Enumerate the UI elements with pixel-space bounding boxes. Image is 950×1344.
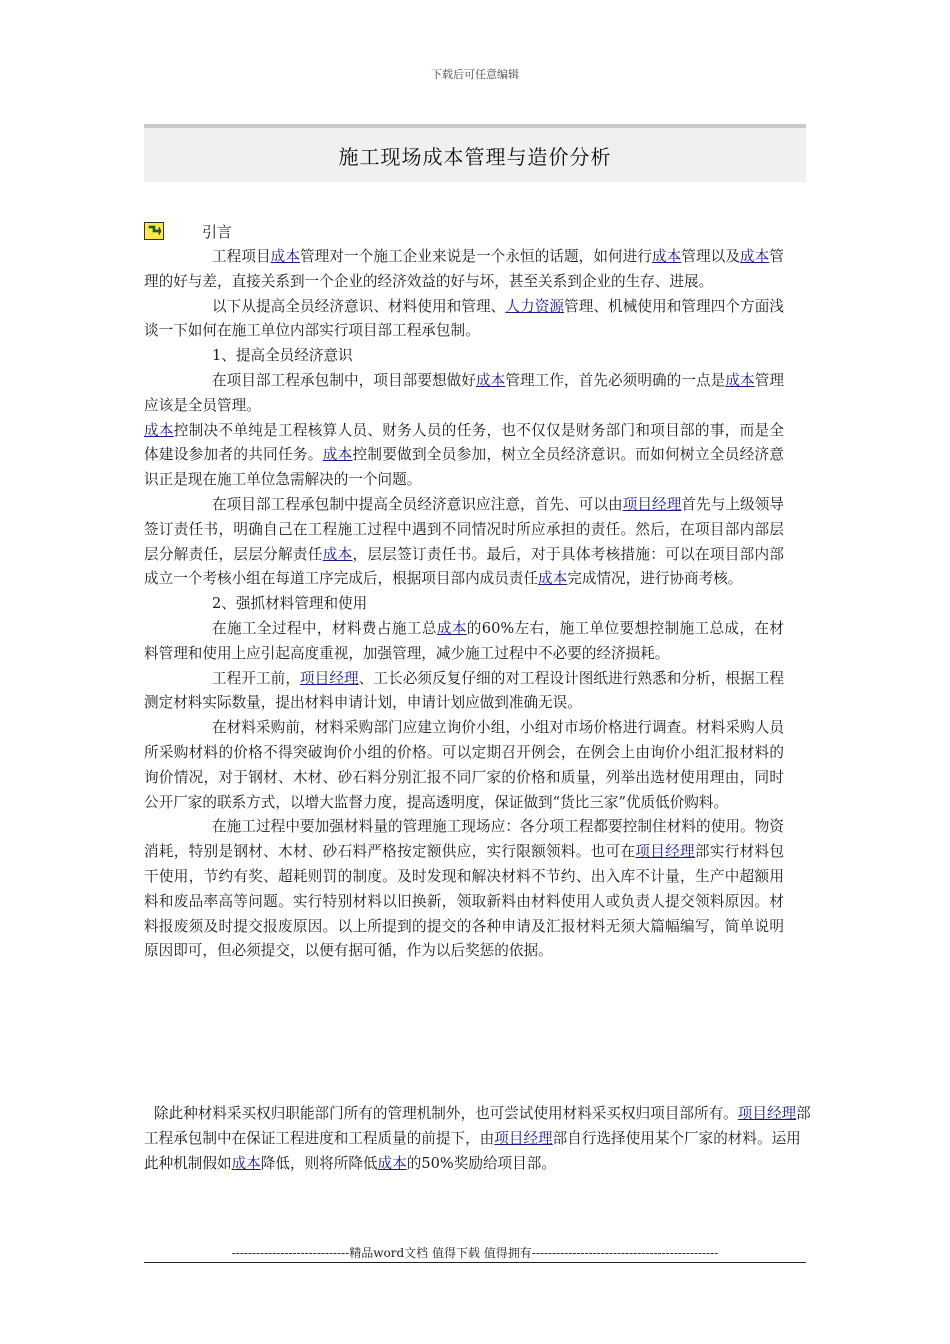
bullet-arrow-icon (144, 222, 164, 240)
text-run: 的60%左右，施工单位要想控制施工总成，在材料管理和使用上应引起高度重视，加强管理，减少施工过程中不必要的经济损耗。 (144, 619, 784, 662)
keyword-link[interactable]: 成本 (322, 545, 353, 563)
text-run: 除此种材料采买权归职能部门所有的管理机制外，也可尝试使用材料采买权归项目部所有。 (154, 1105, 738, 1122)
intro-label: 引言 (202, 222, 233, 241)
paragraph (144, 493, 784, 592)
text-run: 管理、机械使用和管理四个方面浅谈一下如何在施工单位内部实行项目部工程承包制。 (144, 297, 784, 340)
keyword-link[interactable]: 成本 (270, 248, 301, 265)
keyword-link[interactable]: 成本 (231, 1154, 261, 1172)
text-run: 在施工过程中要加强材料量的管理施工现场应：各分项工程都要控制住材料的使用。物资消耗，特别是钢材、木材、砂石料严格按定额供应，实行限额领料。也可在 (144, 818, 784, 861)
text-run: 管理工作，首先必须明确的一点是 (505, 371, 726, 389)
keyword-link[interactable]: 成本 (476, 371, 506, 389)
text-run: 完成情况，进行协商考核。 (567, 570, 743, 588)
keyword-link[interactable]: 成本 (322, 446, 353, 464)
text-run: 的50%奖励给项目部。 (406, 1154, 556, 1172)
text-run: 管理对一个施工企业来说是一个永恒的话题，如何进行 (300, 248, 652, 265)
keyword-link[interactable]: 成本 (377, 1154, 407, 1172)
closing-section (144, 1102, 812, 1176)
paragraph (144, 716, 784, 815)
closing-paragraph (144, 1102, 812, 1176)
text-run: 降低，则将所降低 (260, 1154, 378, 1172)
text-run: 在项目部工程承包制中提高全员经济意识应注意，首先、可以由 (212, 495, 623, 513)
text-run: 2、强抓材料管理和使用 (212, 595, 368, 613)
footer-divider (144, 1262, 806, 1263)
paragraph (144, 592, 784, 617)
text-run: 控制要做到全员参加，树立全员经济意识。而如何树立全员经济意识正是现在施工单位急需解决的一个问题。 (144, 446, 784, 489)
article-body (144, 245, 784, 964)
text-run: 1、提高全员经济意识 (212, 347, 353, 365)
paragraph (144, 369, 784, 419)
text-run: 部工程承包制中在保证工程进度和工程质量的前提下，由 (144, 1105, 811, 1147)
text-run: 以下从提高全员经济意识、材料使用和管理、 (212, 297, 506, 315)
text-run: 首先与上级领导签订责任书，明确自己在工程施工过程中遇到不同情况时所应承担的责任。然后，在项目部内部层层分解责任，层层分解责任 (144, 495, 784, 563)
paragraph (144, 667, 784, 717)
page-title: 施工现场成本管理与造价分析 (338, 144, 612, 169)
paragraph (144, 295, 784, 345)
text-run: 控制决不单纯是工程核算人员、财务人员的任务，也不仅仅是财务部门和项目部的事，而是全体建设参加者的共同任务。 (144, 421, 784, 464)
keyword-link[interactable]: 成本 (144, 421, 174, 439)
text-run: 在材料采购前，材料采购部门应建立询价小组，小组对市场价格进行调查。材料采购人员所采购材料的价格不得突破询价小组的价格。可以定期召开例会，在例会上由询价小组汇报材料的询价情况，对于钢材、木材、砂石料分别汇报不同厂家的价格和质量，列举出选材使用理由，同时公开厂家的联系方式，以增大监督力度，提高透明度，保证做到“货比三家”优质低价购料。 (144, 719, 784, 811)
keyword-link[interactable]: 项目经理 (635, 843, 695, 861)
keyword-link[interactable]: 项目经理 (622, 495, 682, 513)
text-run: 在项目部工程承包制中，项目部要想做好 (212, 371, 476, 389)
paragraph (144, 815, 784, 964)
keyword-link[interactable]: 成本 (725, 371, 755, 389)
keyword-link[interactable]: 成本 (436, 619, 467, 637)
keyword-link[interactable]: 成本 (538, 570, 568, 588)
text-run: 管理的好与差，直接关系到一个企业的经济效益的好与坏，甚至关系到企业的生存、进展。 (144, 248, 784, 290)
text-run: 、工长必须反复仔细的对工程设计图纸进行熟悉和分析，根据工程测定材料实际数量，提出材料申请计划，申请计划应做到准确无误。 (144, 669, 784, 712)
footer-note: -----------------------------精品word文档 值得下载 值得拥有---------------------------------------------- (231, 1246, 719, 1260)
paragraph (144, 617, 784, 667)
keyword-link[interactable]: 成本 (652, 248, 682, 265)
text-run: 工程开工前， (212, 669, 301, 687)
text-run: 在施工全过程中，材料费占施工总 (212, 619, 437, 637)
text-run: 管理应该是全员管理。 (144, 371, 784, 414)
text-run: 部实行材料包干使用，节约有奖、超耗则罚的制度。及时发现和解决材料不节约、出入库不计量，生产中超额用料和废品率高等问题。实行特别材料以旧换新，领取新料由材料使用人或负责人提交领料原因。材料报废须及时提交报废原因。以上所提到的提交的各种申请及汇报材料无须大篇幅编写，简单说明原因即可，但必须提交，以便有据可循，作为以后奖惩的依据。 (144, 843, 784, 960)
header-note: 下载后可任意编辑 (431, 68, 519, 81)
paragraph (144, 344, 784, 369)
keyword-link[interactable]: 项目经理 (494, 1129, 553, 1147)
text-run: 工程项目 (212, 248, 271, 265)
keyword-link[interactable]: 成本 (740, 248, 770, 265)
keyword-link[interactable]: 项目经理 (300, 669, 359, 687)
title-banner (144, 124, 806, 182)
keyword-link[interactable]: 人力资源 (505, 297, 565, 315)
paragraph (144, 245, 784, 295)
keyword-link[interactable]: 项目经理 (737, 1105, 797, 1122)
text-run: ，层层签订责任书。最后，对于具体考核措施：可以在项目部内部成立一个考核小组在每道工序完成后，根据项目部内成员责任 (144, 545, 784, 588)
paragraph (144, 419, 784, 493)
text-run: 部自行选择使用某个厂家的材料。运用此种机制假如 (144, 1129, 801, 1172)
intro-heading (144, 218, 232, 244)
text-run: 管理以及 (681, 248, 741, 265)
